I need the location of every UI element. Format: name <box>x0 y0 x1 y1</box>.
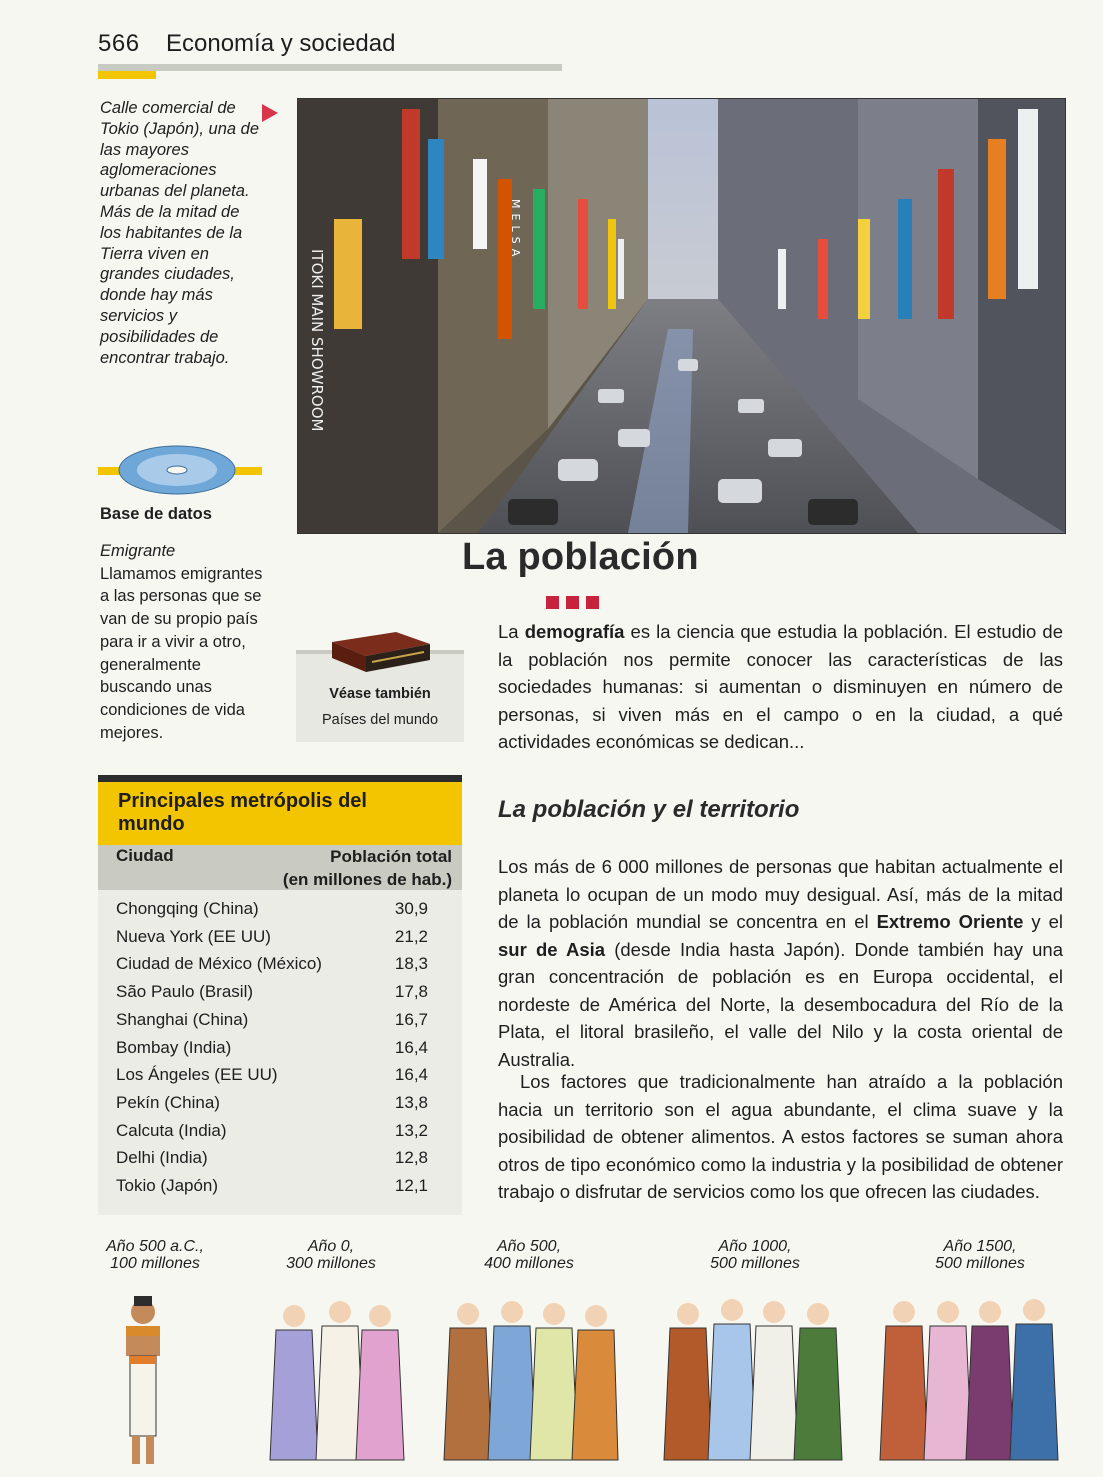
timeline-label: Año 0, 300 millones <box>286 1238 376 1272</box>
paragraph: Los factores que tradicionalmente han atraído a la población hacia un territorio son el agua abundante, el clima suave y la posibilidad de obtener alimentos. A estos factores se suman ahora otros de tipo económico como la industria y la posibilidad de obtener trabajo o disfrutar de servicios como los que ofrecen las ciudades. <box>498 1071 1063 1202</box>
city-name: Chongqing (China) <box>116 899 259 918</box>
city-name: Delhi (India) <box>116 1148 208 1168</box>
city-name: Shanghai (China) <box>116 1009 249 1029</box>
table-row <box>116 1034 428 1062</box>
database-definition: Llamamos emigrantes a las personas que se van de su propio país para ir a vivir a otro, generalmente buscando unas condiciones de vida mejores. <box>100 564 263 742</box>
table-row <box>116 1006 428 1034</box>
table-row <box>116 1117 428 1145</box>
table-row <box>116 1172 428 1200</box>
caption-arrow-icon <box>262 104 278 122</box>
bold-term: demografía <box>524 621 625 642</box>
city-name: Los Ángeles (EE UU) <box>116 1065 278 1085</box>
table-row <box>116 1061 428 1089</box>
cd-disc-icon <box>118 444 236 496</box>
city-name: Ciudad de México (México) <box>116 954 322 974</box>
population-value: 16,4 <box>394 1065 428 1085</box>
header-rule <box>98 64 562 71</box>
bold-term: Extremo Oriente <box>876 911 1024 932</box>
itoki-sign: ITOKI MAIN SHOWROOM <box>308 249 326 432</box>
population-value: 30,9 <box>394 899 428 918</box>
table-row <box>116 1089 428 1117</box>
title-square <box>586 596 599 609</box>
ancient-people-figures <box>262 1290 412 1470</box>
city-name: Nueva York (EE UU) <box>116 926 271 946</box>
table-title: Principales metrópolis del mundo <box>118 790 367 835</box>
book-icon <box>326 628 434 676</box>
intro-paragraph: La demografía es la ciencia que estudia la población. El estudio de la población nos permite conocer las características de las sociedades humanas: si aumentan o disminuyen en número de personas, si viven más en el campo o en la ciudad, a qué actividades económicas se dedican... <box>498 621 1064 752</box>
population-value: 12,8 <box>394 1148 428 1168</box>
timeline-label: Año 500, 400 millones <box>484 1238 574 1272</box>
table-row <box>116 895 428 923</box>
year-1000-people-figures <box>660 1290 850 1470</box>
bold-term: sur de Asia <box>498 938 606 960</box>
timeline-label: Año 1000, 500 millones <box>710 1238 800 1272</box>
table-body <box>116 895 428 1200</box>
tokyo-street-photo <box>297 98 1066 534</box>
column-header-population: Población total (en millones de hab.) <box>282 847 452 889</box>
ancient-egyptian-figure <box>108 1290 178 1470</box>
city-name: Calcuta (India) <box>116 1120 227 1140</box>
city-name: Tokio (Japón) <box>116 1176 219 1196</box>
column-header-city: Ciudad <box>116 846 174 865</box>
population-value: 18,3 <box>394 954 428 974</box>
page-number: 566 <box>98 30 140 57</box>
population-value: 13,8 <box>394 1092 428 1112</box>
see-also-title: Véase también <box>329 686 431 702</box>
timeline-label: Año 500 a.C., 100 millones <box>106 1238 204 1272</box>
title-square <box>546 596 559 609</box>
population-value: 16,4 <box>394 1037 428 1057</box>
database-term: Emigrante <box>100 542 176 560</box>
subheading: La población y el territorio <box>498 796 800 823</box>
population-value: 13,2 <box>394 1120 428 1140</box>
header-accent <box>98 71 156 79</box>
population-value: 21,2 <box>394 926 428 946</box>
medieval-people-figures <box>440 1290 620 1470</box>
population-value: 16,7 <box>394 1009 428 1029</box>
year-1500-people-figures <box>878 1290 1068 1470</box>
photo-caption: Calle comercial de Tokio (Japón), una de las mayores aglomeraciones urbanas del planeta. Más de la mitad de los habitantes de la Tierra viven en grandes ciudades, donde hay más servicios y posibilidades de encontrar trabajo. <box>100 99 259 367</box>
timeline-label: Año 1500, 500 millones <box>935 1238 1025 1272</box>
database-title: Base de datos <box>100 505 212 523</box>
table-row <box>116 978 428 1006</box>
table-row <box>116 1144 428 1172</box>
table-row <box>116 950 428 978</box>
title-square <box>566 596 579 609</box>
city-name: São Paulo (Brasil) <box>116 982 254 1002</box>
section-header: Economía y sociedad <box>166 30 396 57</box>
population-value: 17,8 <box>394 982 428 1002</box>
section-title: La población <box>462 536 699 578</box>
melsa-sign: MELSA <box>509 199 522 262</box>
database-entry <box>100 540 264 744</box>
see-also-link[interactable]: Países del mundo <box>321 712 439 728</box>
table-top-rule <box>98 775 462 782</box>
city-name: Bombay (India) <box>116 1037 232 1057</box>
population-value: 12,1 <box>394 1176 428 1196</box>
table-row <box>116 923 428 951</box>
city-name: Pekín (China) <box>116 1092 220 1112</box>
paragraph: Los más de 6 000 millones de personas que habitan actualmente el planeta lo ocupan de un modo muy desigual. Así, más de la mitad de la población mundial se concentra en el Extremo Oriente y el sur de Asia (desde India hasta Japón). Donde también hay una gran concentración de población es en Europa occidental, el nordeste de América del Norte, la desembocadura del Río de la Plata, el litoral brasileño, el valle del Nilo y la costa oriental de Australia. <box>498 856 1063 1070</box>
